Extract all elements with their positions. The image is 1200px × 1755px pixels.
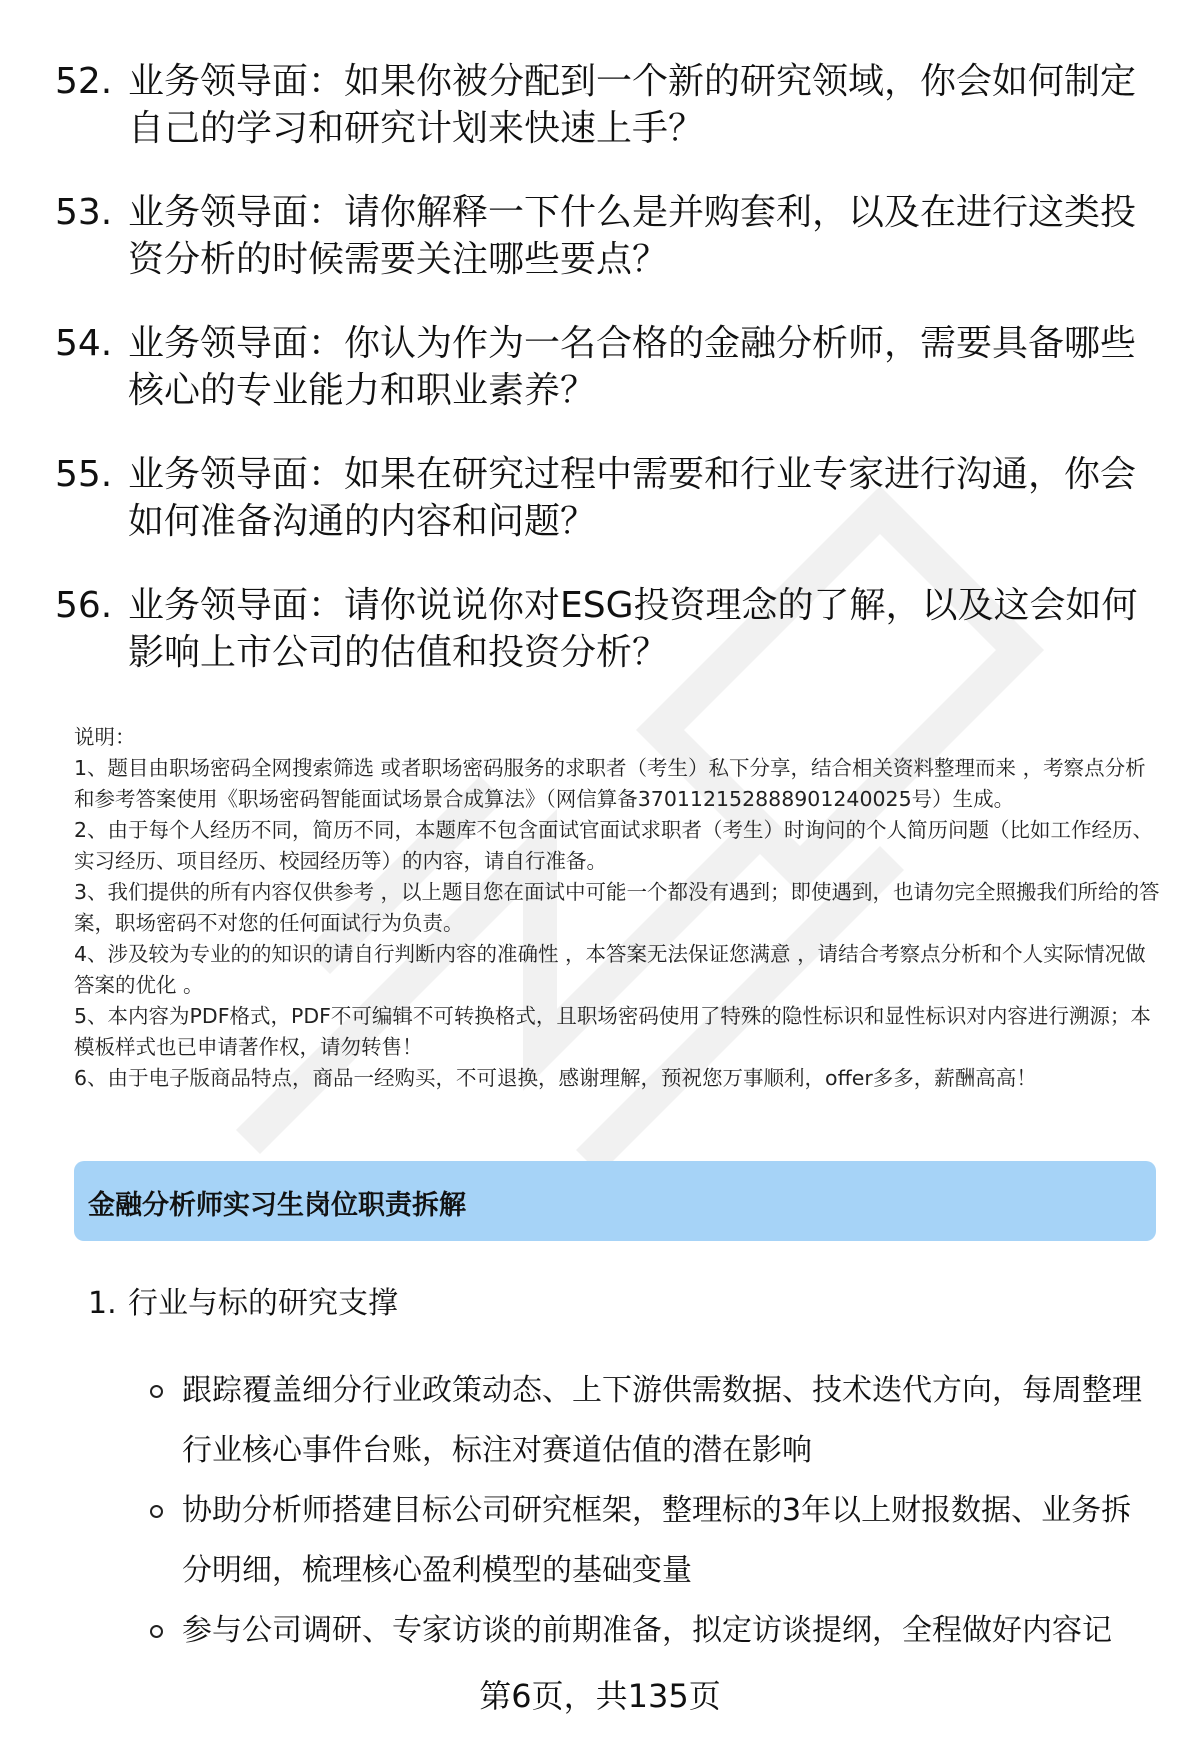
- note-item: 2、由于每个人经历不同，简历不同，本题库不包含面试官面试求职者（考生）时询问的个人简历问题（比如工作经历、实习经历、项目经历、校园经历等）的内容，请自行准备。: [74, 818, 1154, 873]
- section-header-bar: [74, 1161, 1156, 1241]
- question-item: [0, 582, 1148, 676]
- list-item-text: 参与公司调研、专家访谈的前期准备，拟定访谈提纲，全程做好内容记: [182, 1613, 1112, 1648]
- note-item: 6、由于电子版商品特点，商品一经购买，不可退换，感谢理解，预祝您万事顺利，offer多多，薪酬高高！: [74, 1066, 1037, 1090]
- sub-section-number: 1.: [88, 1286, 117, 1321]
- note-item: 1、题目由职场密码全网搜索筛选 或者职场密码服务的求职者（考生）私下分享，结合相关资料整理而来 ，考察点分析和参考答案使用《职场密码智能面试场景合成算法》（网信算备370112152888901240025号）生成。: [74, 756, 1146, 811]
- question-item: [0, 189, 1148, 283]
- question-item: [0, 320, 1148, 414]
- sub-section-heading: [88, 1284, 398, 1324]
- list-item: [150, 1601, 1160, 1661]
- question-number: 53.: [55, 192, 113, 233]
- question-text: 业务领导面：如果在研究过程中需要和行业专家进行沟通，你会如何准备沟通的内容和问题？: [128, 454, 1137, 542]
- question-text: 业务领导面：如果你被分配到一个新的研究领域，你会如何制定自己的学习和研究计划来快速上手？: [128, 61, 1137, 149]
- notes-heading: 说明：: [74, 725, 136, 749]
- list-item-text: 跟踪覆盖细分行业政策动态、上下游供需数据、技术迭代方向，每周整理行业核心事件台账，标注对赛道估值的潜在影响: [182, 1373, 1142, 1468]
- question-text: 业务领导面：请你解释一下什么是并购套利，以及在进行这类投资分析的时候需要关注哪些要点？: [128, 192, 1137, 280]
- question-number: 52.: [55, 61, 113, 102]
- note-item: 4、涉及较为专业的的知识的请自行判断内容的准确性 ，本答案无法保证您满意 ，请结合考察点分析和个人实际情况做答案的优化 。: [74, 942, 1146, 997]
- question-item: [0, 58, 1148, 152]
- question-item: [0, 451, 1148, 545]
- list-item-text: 协助分析师搭建目标公司研究框架，整理标的3年以上财报数据、业务拆分明细，梳理核心盈利模型的基础变量: [182, 1493, 1132, 1588]
- bullet-circle-icon: [150, 1505, 163, 1518]
- page-indicator: 第6页，共135页: [479, 1677, 721, 1715]
- list-item: [150, 1361, 1160, 1481]
- question-list: [0, 58, 1200, 713]
- note-item: 3、我们提供的所有内容仅供参考 ，以上题目您在面试中可能一个都没有遇到；即使遇到，也请勿完全照搬我们所给的答案，职场密码不对您的任何面试行为负责。: [74, 880, 1160, 935]
- disclaimer-notes: [74, 722, 1164, 1094]
- question-number: 54.: [55, 323, 113, 364]
- question-number: 56.: [55, 585, 113, 626]
- note-item: 5、本内容为PDF格式，PDF不可编辑不可转换格式，且职场密码使用了特殊的隐性标识和显性标识对内容进行溯源；本模板样式也已申请著作权，请勿转售！: [74, 1004, 1151, 1059]
- question-number: 55.: [55, 454, 113, 495]
- section-title: 金融分析师实习生岗位职责拆解: [88, 1190, 466, 1221]
- question-text: 业务领导面：你认为作为一名合格的金融分析师，需要具备哪些核心的专业能力和职业素养？: [128, 323, 1137, 411]
- list-item: [150, 1481, 1160, 1601]
- bullet-circle-icon: [150, 1625, 163, 1638]
- duty-bullet-list: [150, 1361, 1160, 1661]
- bullet-circle-icon: [150, 1385, 163, 1398]
- sub-section-title: 行业与标的研究支撑: [128, 1286, 398, 1321]
- question-text: 业务领导面：请你说说你对ESG投资理念的了解，以及这会如何影响上市公司的估值和投资分析？: [128, 585, 1138, 673]
